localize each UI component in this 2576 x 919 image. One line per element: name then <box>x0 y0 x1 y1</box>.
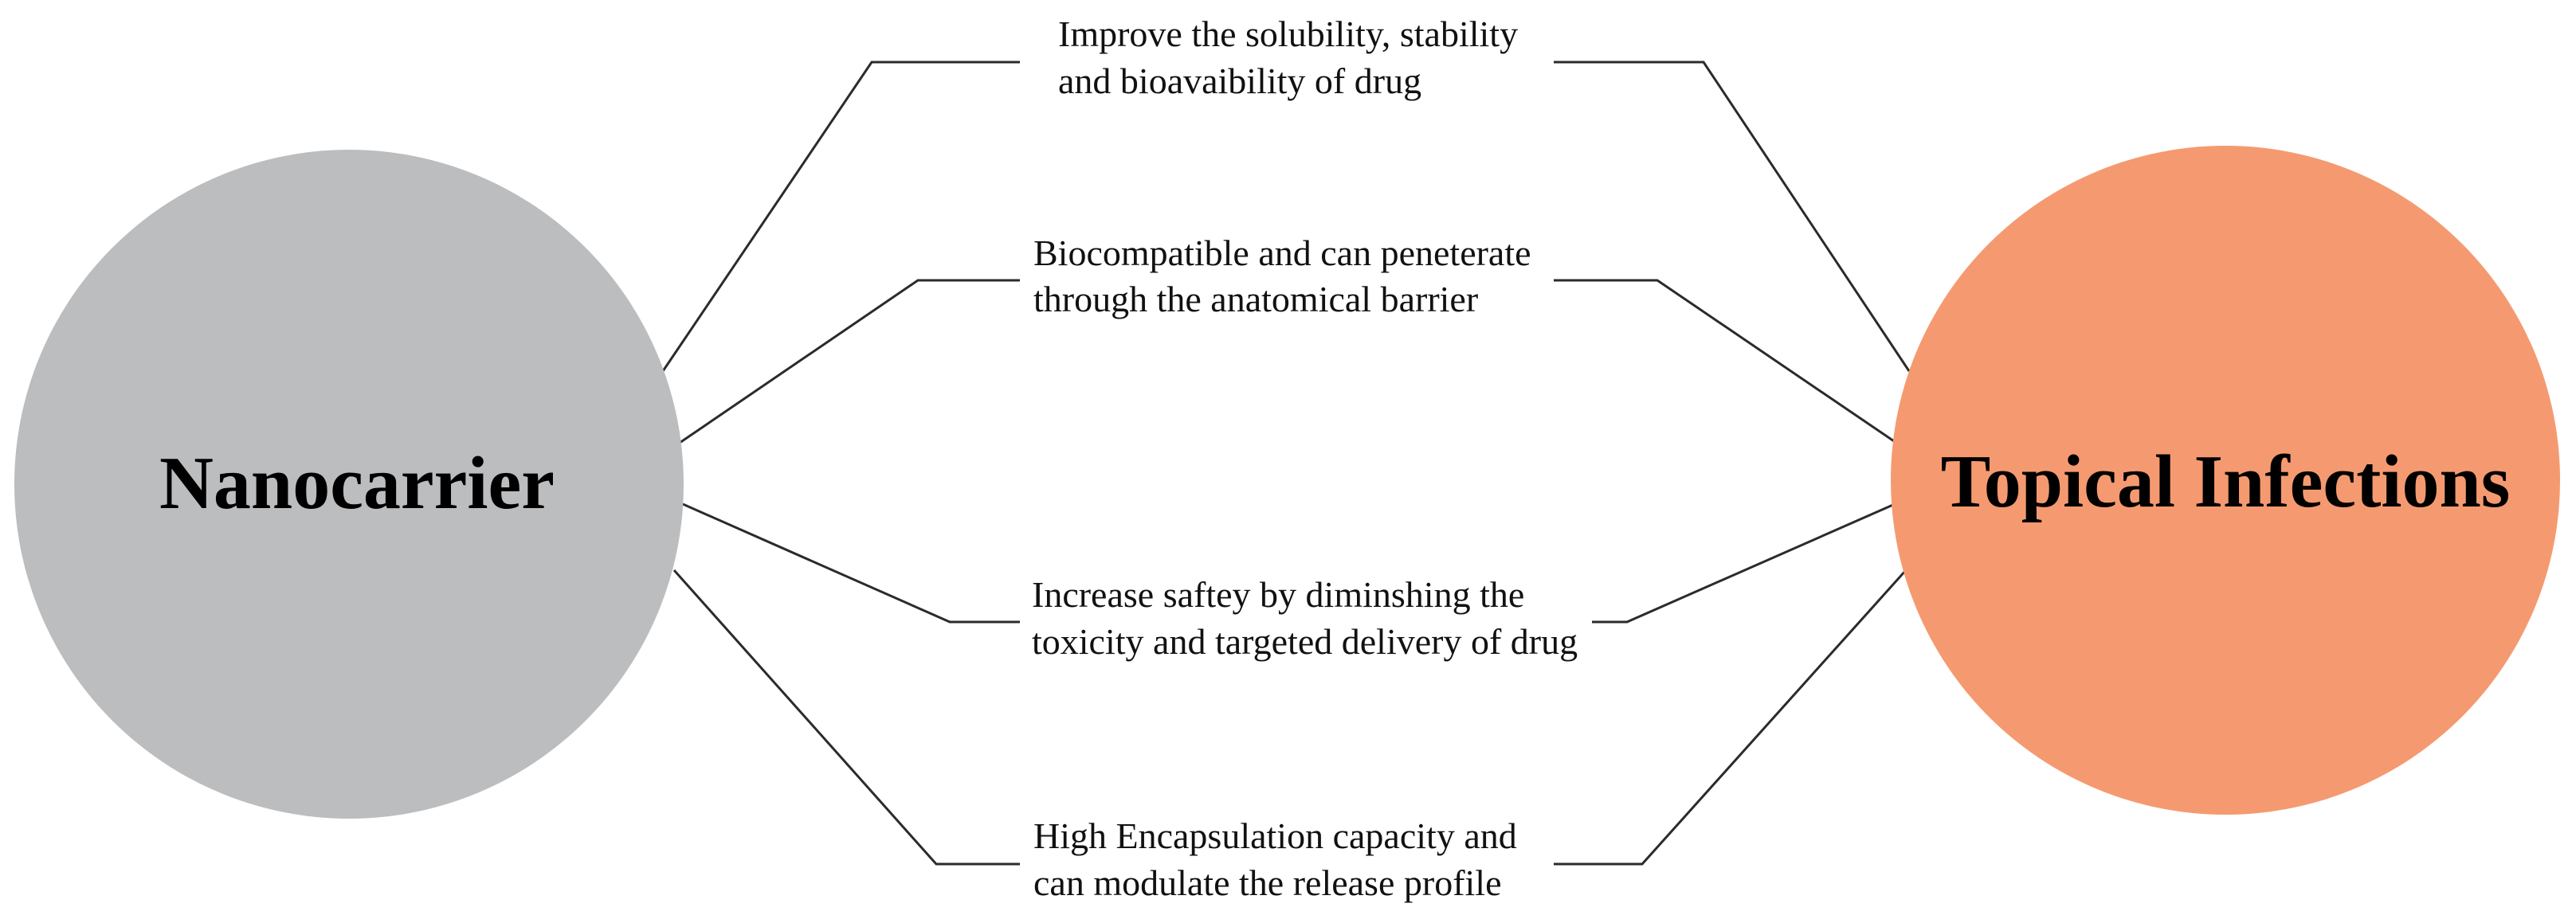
benefit-4 <box>1033 815 1517 903</box>
connector-benefit-1-right <box>1554 62 1909 371</box>
benefit-1 <box>1058 14 1518 101</box>
connector-benefit-3-right <box>1592 504 1895 622</box>
connectors <box>663 62 1909 864</box>
connector-benefit-2-left <box>680 280 1020 443</box>
benefit-4-line-1: High Encapsulation capacity and <box>1033 815 1517 856</box>
topical-infections-label: Topical Infections <box>1940 440 2511 523</box>
connector-benefit-2-right <box>1554 280 1896 443</box>
connector-benefit-4-right <box>1554 570 1906 864</box>
benefit-1-line-2: and bioavaibility of drug <box>1058 61 1422 101</box>
topical-infections-node <box>1891 146 2560 815</box>
benefit-3 <box>1032 574 1578 662</box>
connector-benefit-4-left <box>674 570 1020 864</box>
nanocarrier-node <box>14 150 684 819</box>
nanocarrier-label: Nanocarrier <box>159 442 555 525</box>
benefit-3-line-2: toxicity and targeted delivery of drug <box>1032 621 1578 662</box>
benefit-2-line-2: through the anatomical barrier <box>1033 279 1479 319</box>
connector-benefit-1-left <box>663 62 1020 371</box>
benefit-1-line-1: Improve the solubility, stability <box>1058 14 1519 54</box>
benefit-3-line-1: Increase saftey by diminshing the <box>1032 574 1525 615</box>
connector-benefit-3-left <box>683 504 1020 622</box>
benefit-2 <box>1033 233 1531 319</box>
benefit-4-line-2: can modulate the release profile <box>1033 862 1502 903</box>
benefit-2-line-1: Biocompatible and can peneterate <box>1033 233 1531 273</box>
